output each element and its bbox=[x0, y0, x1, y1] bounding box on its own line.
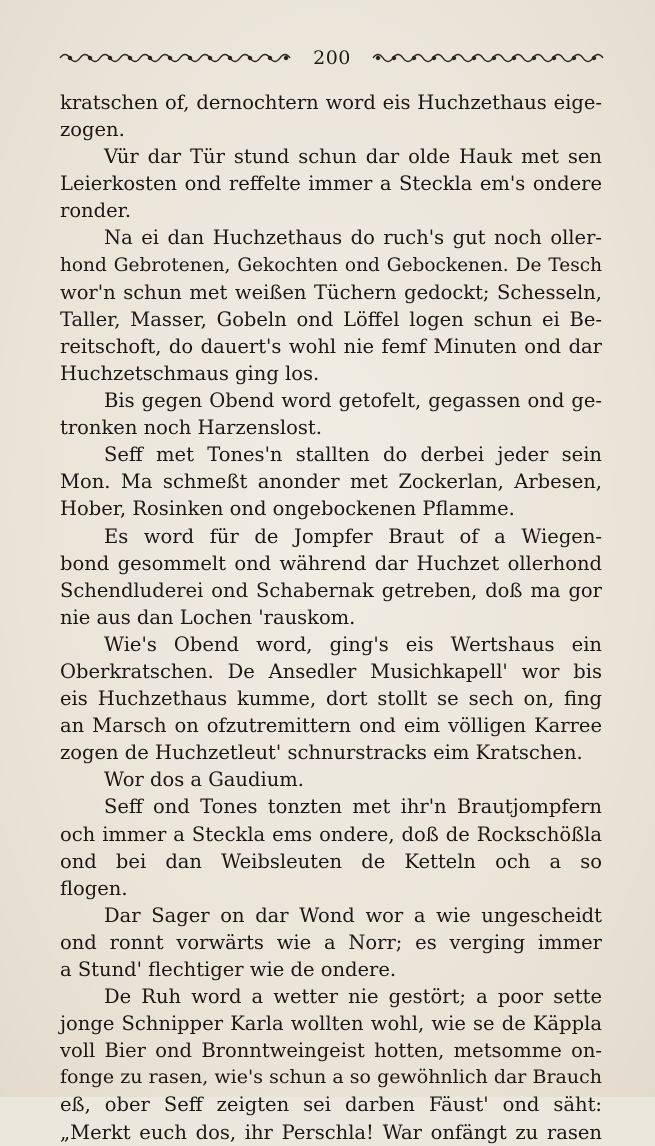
text-line: an Marsch on ofzutremittern ond eim völligen Karree bbox=[60, 714, 602, 738]
scroll-ornament-icon bbox=[58, 50, 293, 66]
text-line: „Merkt euch dos, ihr Perschla! War onfängt zu rasen bbox=[60, 1120, 602, 1144]
body-text bbox=[60, 89, 602, 1146]
text-line: flogen. bbox=[60, 876, 128, 900]
text-line: nie aus dan Lochen 'rauskom. bbox=[60, 605, 356, 629]
text-line: fonge zu rasen, wie's schun a so gewöhnlich dar Brauch bbox=[60, 1066, 602, 1089]
text-line: Dar Sager on dar Wond wor a wie ungescheidt bbox=[104, 903, 602, 927]
text-line: zogen. bbox=[60, 118, 125, 142]
page-header bbox=[58, 44, 606, 72]
paragraph bbox=[60, 89, 602, 143]
text-line: Seff met Tones'n stallten do derbei jeder sein bbox=[104, 443, 602, 467]
text-line: zogen de Huchzetleut' schnurstracks eim Kratschen. bbox=[60, 741, 583, 765]
text-line: Huchzetschmaus ging los. bbox=[60, 361, 320, 385]
text-line: Taller, Masser, Gobeln ond Löffel logen schun ei Be- bbox=[60, 307, 602, 331]
scroll-ornament-icon bbox=[371, 50, 606, 66]
paragraph bbox=[60, 983, 602, 1146]
text-line: kratschen of, dernochtern word eis Huchzethaus eige- bbox=[60, 91, 602, 114]
text-line: reitschoft, do dauert's wohl nie femf Minuten ond dar bbox=[60, 334, 602, 358]
paragraph bbox=[60, 631, 602, 766]
paragraph bbox=[60, 387, 602, 441]
text-line: a Stund' flechtiger wie de ondere. bbox=[60, 958, 397, 981]
text-line: Mon. Ma schmeßt anonder met Zockerlan, Arbesen, bbox=[60, 470, 602, 494]
paragraph bbox=[60, 441, 602, 522]
text-line: Vür dar Tür stund schun dar olde Hauk met sen bbox=[104, 145, 602, 169]
text-line: Bis gegen Obend word getofelt, gegassen ond ge- bbox=[104, 389, 602, 413]
paragraph bbox=[60, 143, 602, 224]
paragraph bbox=[60, 902, 602, 983]
text-line: Schendluderei ond Schabernak getreben, doß ma gor bbox=[60, 578, 602, 602]
paragraph bbox=[60, 766, 602, 793]
text-line: hond Gebrotenen, Gekochten ond Gebockenen. De Tesch bbox=[60, 254, 602, 276]
text-line: Es word für de Jompfer Braut of a Wiegen- bbox=[104, 524, 602, 548]
text-line: Leierkosten ond reffelte immer a Steckla em's ondere bbox=[60, 172, 602, 196]
text-line: Hober, Rosinken ond ongebockenen Pflamme. bbox=[60, 497, 515, 521]
text-line: De Ruh word a wetter nie gestört; a poor sette bbox=[104, 985, 602, 1009]
page-number: 200 bbox=[313, 47, 351, 69]
paragraph bbox=[60, 793, 602, 901]
text-line: Wor dos a Gaudium. bbox=[104, 768, 304, 792]
text-line: ond bei dan Weibsleuten de Ketteln och a so bbox=[60, 849, 602, 873]
text-line: voll Bier ond Bronntweingeist hotten, metsomme on- bbox=[60, 1039, 602, 1063]
text-line: tronken noch Harzenslost. bbox=[60, 416, 322, 440]
text-line: jonge Schnipper Karla wollten wohl, wie se de Käppla bbox=[60, 1012, 602, 1036]
text-line: och immer a Steckla ems ondere, doß de Rockschößla bbox=[60, 822, 602, 846]
text-line: ronder. bbox=[60, 199, 132, 223]
text-line: wor'n schun met weißen Tüchern gedockt; Schesseln, bbox=[60, 280, 602, 304]
paragraph bbox=[60, 224, 602, 387]
text-line: Seff ond Tones tonzten met ihr'n Brautjompfern bbox=[104, 795, 602, 819]
text-line: Oberkratschen. De Ansedler Musichkapell' wor bis bbox=[60, 659, 602, 683]
text-line: bond gesommelt ond während dar Huchzet ollerhond bbox=[60, 551, 602, 575]
text-line: eis Huchzethaus kumme, dort stollt se sech on, fing bbox=[60, 687, 602, 711]
text-line: eß, ober Seff zeigten sei darben Fäust' ond säht: bbox=[60, 1093, 602, 1117]
text-line: Wie's Obend word, ging's eis Wertshaus ein bbox=[104, 632, 602, 656]
text-line: ond ronnt vorwärts wie a Norr; es verging immer bbox=[60, 930, 602, 954]
text-line: Na ei dan Huchzethaus do ruch's gut noch oller- bbox=[104, 226, 602, 250]
paragraph bbox=[60, 523, 602, 631]
